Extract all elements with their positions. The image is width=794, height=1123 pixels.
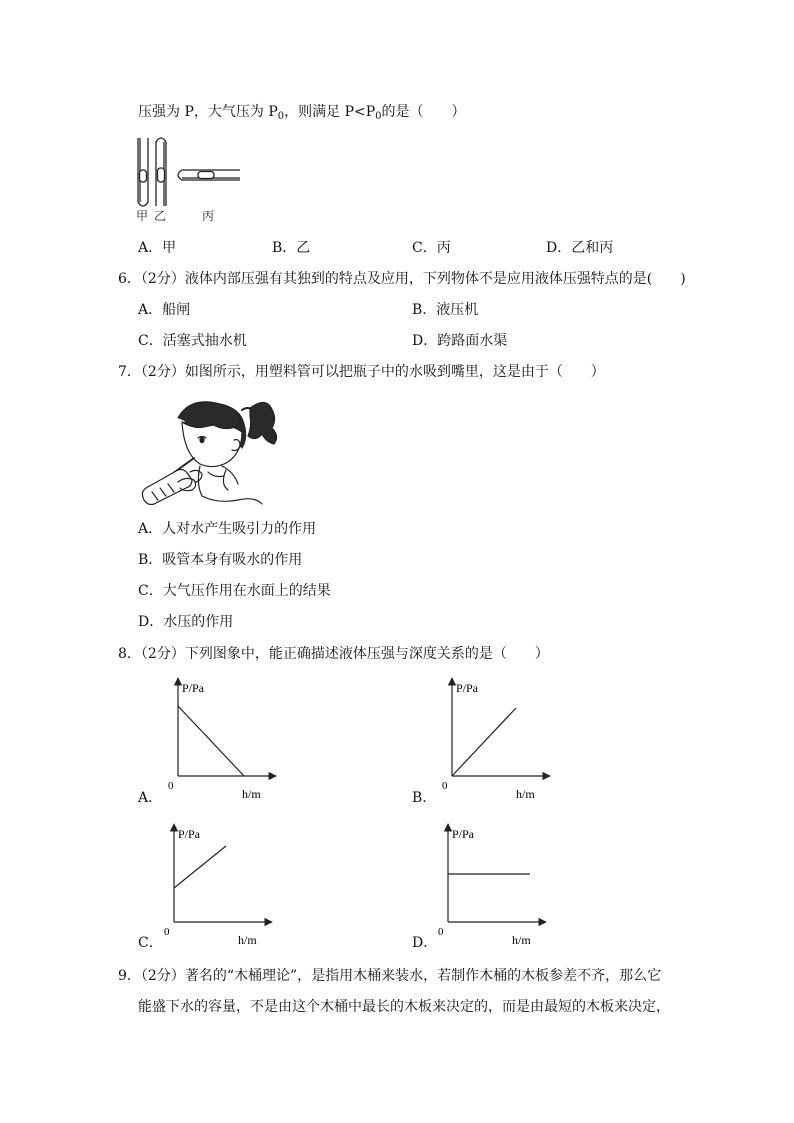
graph-c-y-label: P/Pa (178, 827, 201, 841)
tube-bing (178, 170, 240, 180)
graph-a-y-label: P/Pa (182, 681, 205, 695)
q8-option-c[interactable]: C． (138, 935, 163, 951)
graph-b-x-label: h/m (516, 787, 535, 801)
q7-stem: 7．（2分）如图所示，用塑料管可以把瓶子中的水吸到嘴里，这是由于（ ） (118, 364, 605, 380)
q5-option-c[interactable]: C．丙 (412, 240, 451, 256)
q6-option-d[interactable]: D．跨路面水渠 (412, 333, 508, 349)
q6-stem: 6．（2分）液体内部压强有其独到的特点及应用，下列物体不是应用液体压强特点的是( ) (118, 271, 686, 287)
graph-a-origin: 0 (168, 780, 174, 792)
graph-c-line (174, 846, 226, 888)
graph-b-origin: 0 (442, 780, 448, 792)
q5-option-a[interactable]: A．甲 (138, 240, 177, 256)
q5-option-b[interactable]: B．乙 (272, 240, 311, 256)
graph-b-y-label: P/Pa (456, 681, 479, 695)
graph-c-pressure-vs-depth[interactable] (156, 818, 286, 953)
q5-stem-part3: 的是（ ） (381, 104, 466, 120)
graph-d-x-label: h/m (512, 933, 531, 947)
q7-option-d[interactable]: D．水压的作用 (138, 614, 234, 630)
graph-d-y-label: P/Pa (452, 827, 475, 841)
tube-yi (156, 138, 166, 206)
graph-c-origin: 0 (164, 926, 170, 938)
q9-stem-line2: 能盛下水的容量，不是由这个木桶中最长的木板来决定的，而是由最短的木板来决定， (138, 999, 670, 1015)
q6-option-a[interactable]: A．船闸 (138, 302, 191, 318)
label-bing: 丙 (202, 209, 215, 223)
q7-option-c[interactable]: C．大气压作用在水面上的结果 (138, 583, 331, 599)
q8-option-d[interactable]: D． (412, 935, 438, 951)
tube-jia (138, 138, 148, 206)
q8-stem: 8．（2分）下列图象中，能正确描述液体压强与深度关系的是（ ） (118, 646, 549, 662)
label-jia: 甲 (136, 209, 149, 223)
q8-option-b[interactable]: B． (412, 790, 437, 806)
graph-b-pressure-vs-depth[interactable] (434, 672, 564, 807)
graph-a-x-label: h/m (242, 787, 261, 801)
q5-stem-part1: 压强为 P，大气压为 P (138, 104, 278, 120)
graph-d-pressure-vs-depth[interactable] (430, 818, 560, 953)
label-yi: 乙 (154, 209, 167, 223)
q7-option-a[interactable]: A．人对水产生吸引力的作用 (138, 521, 317, 537)
q6-option-b[interactable]: B．液压机 (412, 302, 479, 318)
q5-option-d[interactable]: D．乙和丙 (546, 240, 614, 256)
q7-option-b[interactable]: B．吸管本身有吸水的作用 (138, 552, 303, 568)
q5-stem (138, 103, 466, 126)
q7-girl-drinking-illustration (138, 392, 283, 510)
q8-option-a[interactable]: A． (138, 790, 163, 806)
graph-b-line (452, 708, 516, 776)
q6-option-c[interactable]: C．活塞式抽水机 (138, 333, 247, 349)
q9-stem-line1: 9．（2分）著名的“木桶理论”，是指用木桶来装水，若制作木桶的木板参差不齐，那么它 (118, 968, 662, 984)
q5-stem-part2: ，则满足 P<P (284, 104, 376, 120)
q5-subscript-1: 0 (375, 111, 382, 122)
graph-a-pressure-vs-depth[interactable] (160, 672, 290, 807)
graph-d-origin: 0 (438, 926, 444, 938)
graph-a-line (178, 706, 244, 776)
q5-subscript-0: 0 (277, 111, 285, 122)
graph-c-x-label: h/m (238, 933, 257, 947)
q5-tubes-figure (132, 134, 252, 224)
